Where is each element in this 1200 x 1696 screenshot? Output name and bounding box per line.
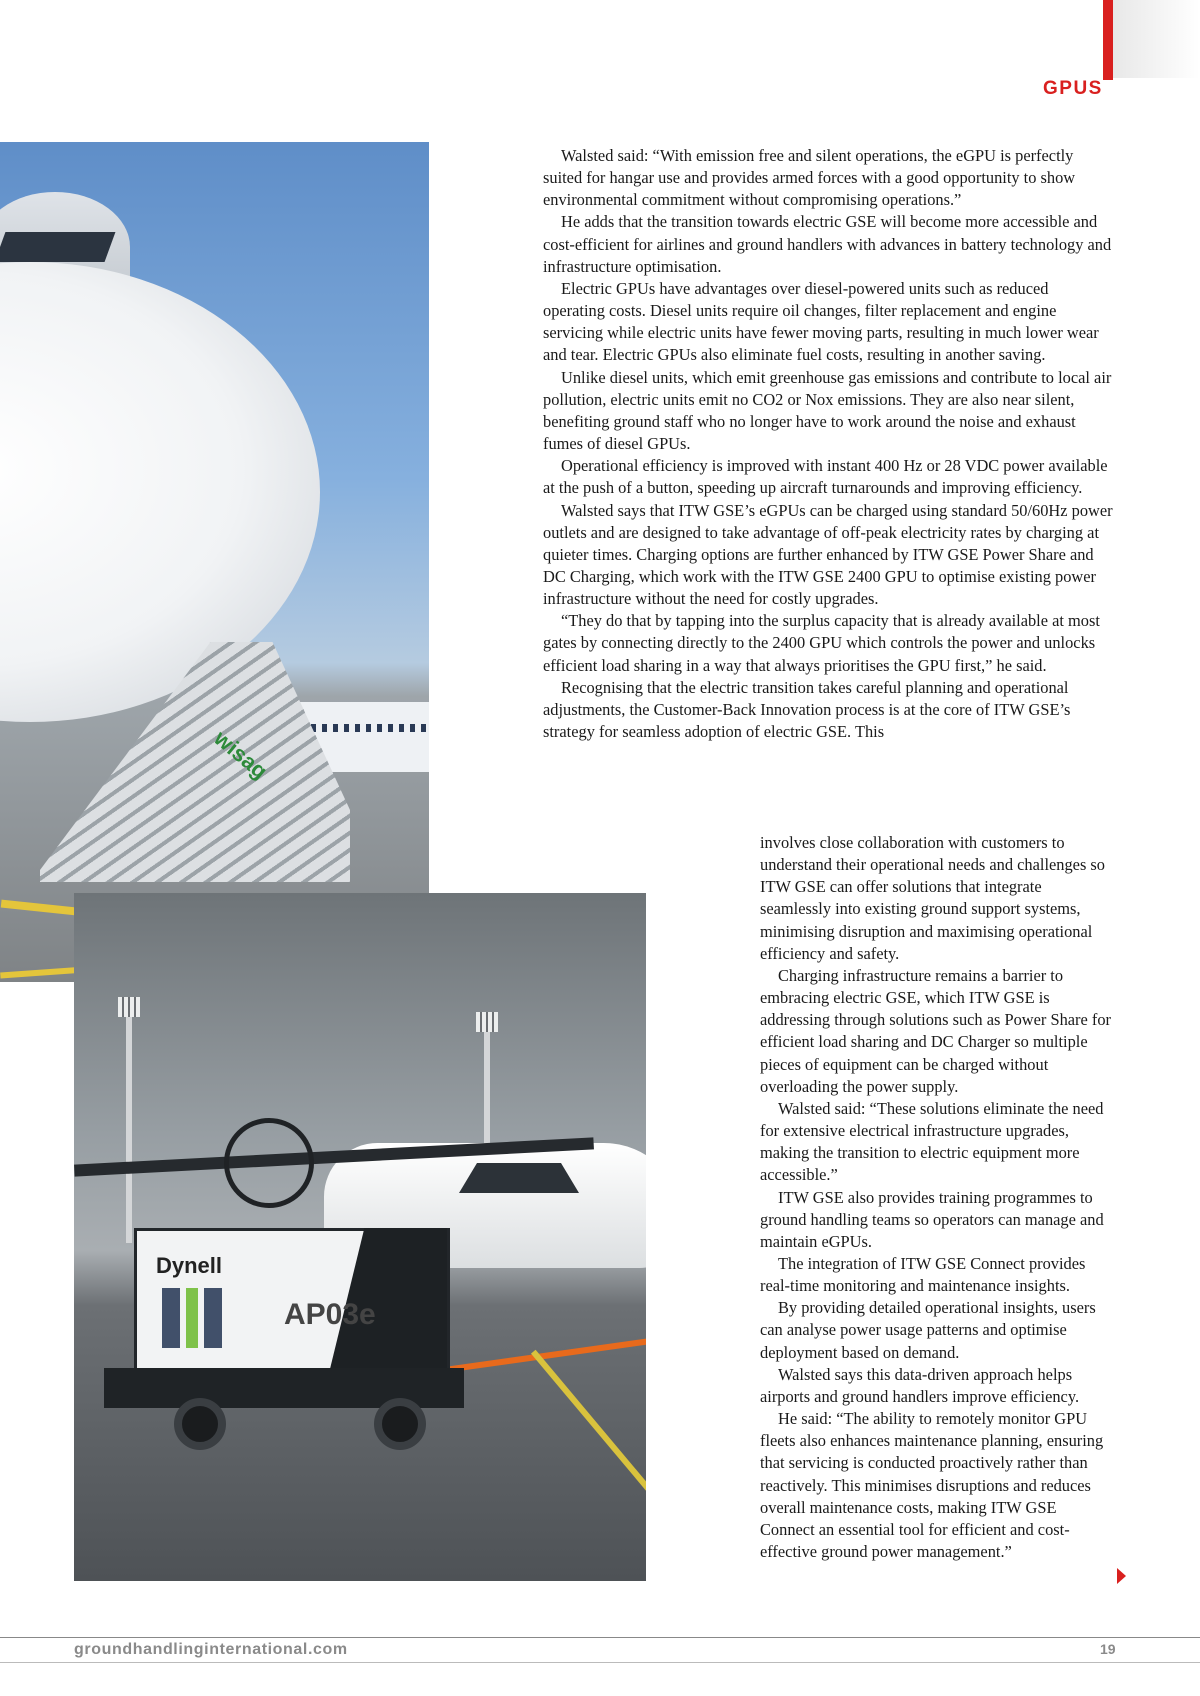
article-paragraph: ITW GSE also provides training programmes to ground handling teams so operators can manage and maintain eGPUs. <box>760 1187 1104 1251</box>
article-paragraph: Walsted said: “With emission free and silent operations, the eGPU is perfectly suited for hangar use and provides armed forces with a good opportunity to show environmental commitment without compromising operations.” <box>543 146 1076 210</box>
article-paragraph: “They do that by tapping into the surplus capacity that is already available at most gates by connecting directly to the 2400 GPU which controls the power and unlocks efficient load sharing in a way that always prioritises the GPU first,” he said. <box>543 611 1100 675</box>
egpu-turboprop-photo <box>74 893 646 1581</box>
article-paragraph: The integration of ITW GSE Connect provides real-time monitoring and maintenance insights. <box>760 1253 1086 1296</box>
article-paragraph-continued: involves close collaboration with customers to understand their operational needs and challenges so ITW GSE can offer solutions that integrate seamlessly into existing ground support systems, minimising disruption and maximising operational efficiency and safety. <box>760 833 1105 963</box>
article-paragraph: Walsted said: “These solutions eliminate the need for extensive electrical infrastructure upgrades, making the transition to electric equipment more accessible.” <box>760 1098 1104 1185</box>
article-paragraph: Walsted says this data-driven approach helps airports and ground handlers improve efficiency. <box>760 1364 1080 1406</box>
article-paragraph: Operational efficiency is improved with instant 400 Hz or 28 VDC power available at the push of a button, speeding up aircraft turnarounds and improving efficiency. <box>543 456 1108 498</box>
ground-marking <box>531 1350 646 1522</box>
article-paragraph: He said: “The ability to remotely monitor GPU fleets also enhances maintenance planning, ensuring that servicing is conducted proactively rather than reactively. This minimises disruptions and reduces overall maintenance costs, making ITW GSE Connect an essential tool for efficient and cost-effective ground power management.” <box>760 1409 1104 1561</box>
page-number: 19 <box>1100 1641 1116 1657</box>
article-paragraph: He adds that the transition towards electric GSE will become more accessible and cost-efficient for airlines and ground handlers with advances in battery technology and infrastructure optimisation. <box>543 212 1112 276</box>
article-paragraph: Unlike diesel units, which emit greenhouse gas emissions and contribute to local air pollution, electric units emit no CO2 or Nox emissions. They are also near silent, benefiting ground staff who no longer have to work around the noise and exhaust fumes of diesel GPUs. <box>543 367 1112 454</box>
footer-divider <box>0 1637 1200 1638</box>
article-column-top <box>543 145 1113 743</box>
header-decoration <box>1113 0 1200 78</box>
footer-website: groundhandlinginternational.com <box>74 1641 348 1658</box>
article-paragraph: Charging infrastructure remains a barrier to embracing electric GSE, which ITW GSE is addressing through solutions such as Power Share for efficient load sharing and DC Charger so multiple pieces of equipment can be charged without overloading the power supply. <box>760 965 1111 1096</box>
continue-arrow-icon <box>1117 1568 1126 1584</box>
stairs-logo: wisag <box>209 725 273 784</box>
footer-divider <box>0 1662 1200 1663</box>
article-paragraph: Electric GPUs have advantages over diesel-powered units such as reduced operating costs. Diesel units require oil changes, filter replacement and engine servicing while electric units have fewer moving parts, resulting in much lower wear and tear. Electric GPUs also eliminate fuel costs, resulting in another saving. <box>543 278 1099 365</box>
egpu-brand: Dynell <box>156 1253 223 1278</box>
section-label: GPUS <box>1043 78 1103 99</box>
propeller <box>224 1118 314 1208</box>
article-paragraph: Recognising that the electric transition takes careful planning and operational adjustments, the Customer-Back Innovation process is at the core of ITW GSE’s strategy for seamless adoption of electric GSE. This <box>543 677 1071 742</box>
article-paragraph: Walsted says that ITW GSE’s eGPUs can be charged using standard 50/60Hz power outlets and are designed to take advantage of off-peak electricity rates by charging at quieter times. Charging options are further enhanced by ITW GSE Power Share and DC Charging, which work with the ITW GSE 2400 GPU to optimise existing power infrastructure without the need for costly upgrades. <box>543 500 1113 609</box>
aircraft-nose-photo <box>0 142 429 982</box>
article-column-bottom <box>760 832 1113 1563</box>
section-accent-bar <box>1103 0 1113 80</box>
article-paragraph: By providing detailed operational insights, users can analyse power usage patterns and optimise deployment based on demand. <box>760 1298 1096 1362</box>
turboprop-cockpit-window <box>459 1163 579 1193</box>
egpu-wheel <box>174 1398 226 1450</box>
egpu-logo-mark <box>162 1288 222 1348</box>
floodlight-mast <box>126 1003 132 1243</box>
egpu-model: AP03e <box>284 1298 376 1331</box>
egpu-wheel <box>374 1398 426 1450</box>
cockpit-window <box>0 232 115 262</box>
